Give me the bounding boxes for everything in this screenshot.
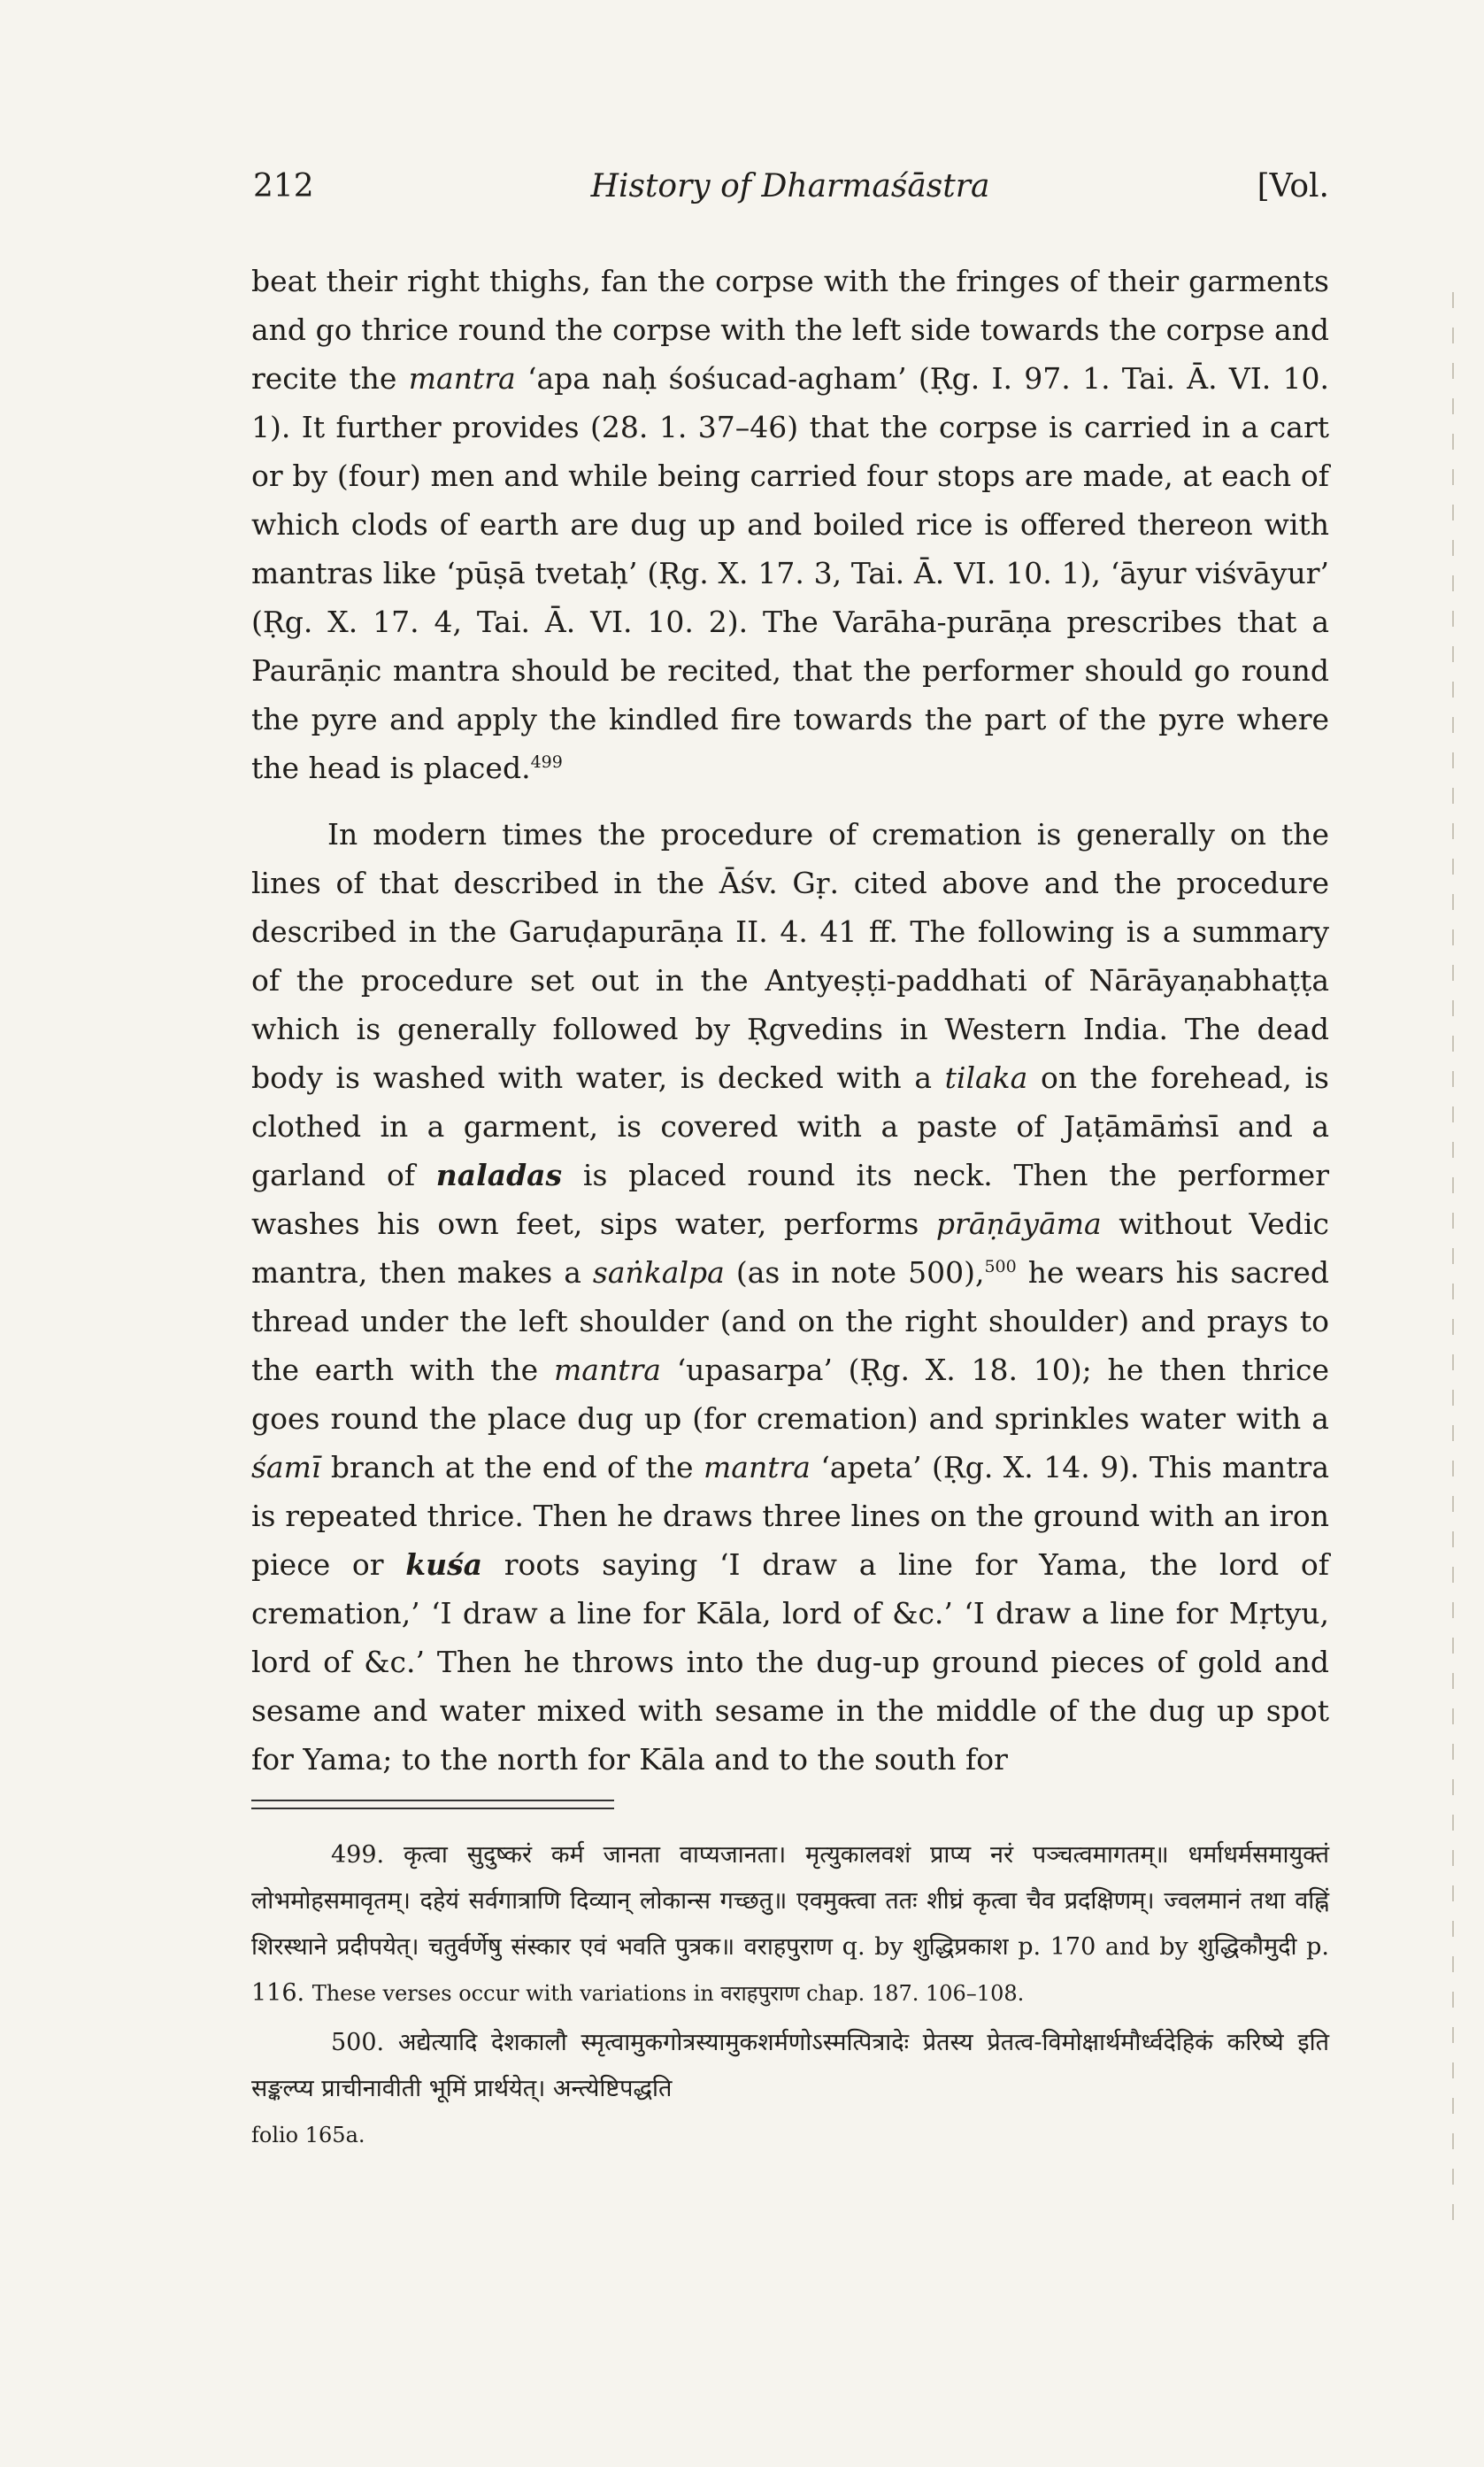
footnote-folio: folio 165a. — [251, 2123, 365, 2147]
paragraph-2 — [251, 810, 1329, 1784]
text-run: beat their right thighs, fan the corpse with the fringes of their garments and go thrice round the corpse with the left side towards the corpse and recite the — [251, 264, 1329, 396]
page-edge-mark — [1452, 292, 1454, 2240]
italic-term: saṅkalpa — [592, 1255, 725, 1290]
paragraph-1 — [251, 257, 1329, 792]
book-page — [251, 168, 1329, 2158]
text-run: he wears his sacred thread under the left shoulder (and on the right shoulder) and prays to the earth with the — [251, 1255, 1329, 1387]
italic-term: naladas — [435, 1158, 563, 1192]
footnote-ref-500[interactable]: 500 — [984, 1257, 1017, 1276]
italic-term: mantra — [408, 361, 516, 396]
footnote-text: कृत्वा सुदुष्करं कर्म जानता वाप्यजानता। मृत्युकालवशं प्राप्य नरं पञ्चत्वमागतम्॥ धर्माधर्मसमायुक्तं लोभमोहसमावृतम्। दहेयं सर्वगात्राणि दिव्यान् लोकान्स गच्छतु॥ एवमुक्त्वा ततः शीघ्रं कृत्वा चैव प्रदक्षिणम्। ज्वलमानं तथा वह्निं शिरस्थाने प्रदीपयेत्। चतुर्वर्णेषु संस्कार एवं भवति पुत्रक॥ वराहपुराण q. by शुद्धिप्रकाश p. 170 and by शुद्धिकौमुदी p. 116. — [251, 1841, 1329, 2007]
footnote-divider — [251, 1800, 614, 1809]
footnote-499 — [251, 1832, 1329, 2016]
italic-term: mantra — [704, 1450, 811, 1484]
volume-label: [Vol. — [1257, 168, 1329, 204]
main-text — [251, 257, 1329, 1784]
running-title: History of Dharmaśāstra — [590, 168, 990, 204]
text-run: ‘upasarpa’ (Ṛg. X. 18. 10); he then thrice goes round the place dug up (for cremation) and sprinkles water with a — [251, 1353, 1330, 1436]
footnote-number: 499. — [331, 1841, 385, 1869]
footnote-number: 500. — [331, 2029, 385, 2056]
footnotes — [251, 1832, 1329, 2158]
text-run: is placed round its neck. Then the performer washes his own feet, sips water, performs — [251, 1158, 1329, 1241]
italic-term: śamī — [251, 1450, 321, 1484]
text-run: ‘apeta’ (Ṛg. X. 14. 9). This mantra is repeated thrice. Then he draws three lines on the ground with an iron piece or — [251, 1450, 1329, 1582]
running-header — [251, 168, 1329, 221]
footnote-ref-499[interactable]: 499 — [530, 752, 563, 772]
page-number: 212 — [253, 168, 314, 204]
footnote-extra: These verses occur with variations in वराहपुराण chap. 187. 106–108. — [311, 1981, 1025, 2006]
text-run: roots saying ‘I draw a line for Yama, the lord of cremation,’ ‘I draw a line for Kāla, lord of &c.’ ‘I draw a line for Mṛtyu, lord of &c.’ Then he throws into the dug-up ground pieces of gold and sesame and water mixed with sesame in the middle of the dug up spot for Yama; to the north for Kāla and to the south for — [251, 1547, 1329, 1777]
footnote-text: अद्येत्यादि देशकालौ स्मृत्वामुकगोत्रस्यामुकशर्मणोऽस्मत्पित्रादेः प्रेतस्य प्रेतत्व-विमोक्षार्थमौर्ध्वदेहिकं करिष्ये इति सङ्कल्प्य प्राचीनावीती भूमिं प्रार्थयेत्। अन्त्येष्टिपद्धति — [251, 2029, 1329, 2102]
text-run: on the forehead, is clothed in a garment, is covered with a paste of Jaṭāmāṁsī and a garland of — [251, 1060, 1329, 1192]
text-run: (as in note 500), — [724, 1255, 985, 1290]
italic-term: tilaka — [944, 1060, 1028, 1095]
italic-term: kuśa — [405, 1547, 483, 1582]
italic-term: mantra — [553, 1353, 661, 1387]
text-run: ‘apa naḥ śośucad-agham’ (Ṛg. I. 97. 1. Tai. Ā. VI. 10. 1). It further provides (28. 1. 37–46) that the corpse is carried in a cart or by (four) men and while being carried four stops are made, at each of which clods of earth are dug up and boiled rice is offered thereon with mantras like ‘pūṣā tvetaḥ’ (Ṛg. X. 17. 3, Tai. Ā. VI. 10. 1), ‘āyur viśvāyur’ (Ṛg. X. 17. 4, Tai. Ā. VI. 10. 2). The Varāha-purāṇa prescribes that a Paurāṇic mantra should be recited, that the performer should go round the pyre and apply the kindled fire towards the part of the pyre where the head is placed. — [251, 361, 1330, 785]
text-run: branch at the end of the — [320, 1450, 704, 1484]
text-run: In modern times the procedure of cremation is generally on the lines of that described in the Āśv. Gṛ. cited above and the procedure described in the Garuḍapurāṇa II. 4. 41 ff. The following is a summary of the procedure set out in the Antyeṣṭi-paddhati of Nārāyaṇabhaṭṭa which is generally followed by Ṛgvedins in Western India. The dead body is washed with water, is decked with a — [251, 817, 1329, 1095]
footnote-500 — [251, 2020, 1329, 2158]
text-run: without Vedic mantra, then makes a — [251, 1207, 1329, 1290]
italic-term: prāṇāyāma — [935, 1207, 1102, 1241]
